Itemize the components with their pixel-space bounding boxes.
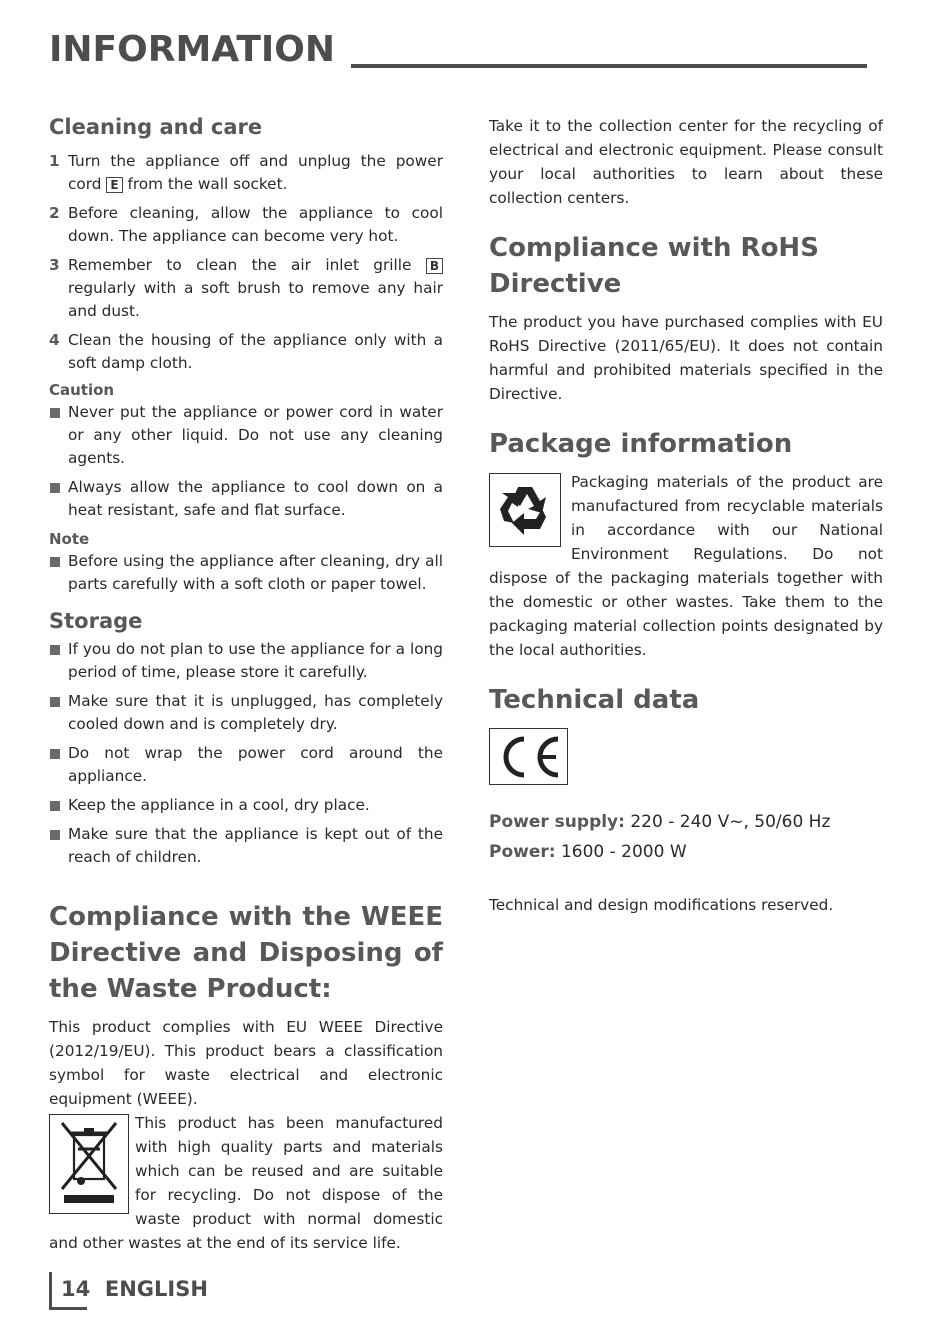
storage-item bbox=[49, 690, 443, 736]
caution-item bbox=[49, 476, 443, 522]
bullet-square-icon bbox=[50, 645, 60, 655]
component-key-e: E bbox=[106, 177, 122, 193]
storage-text: Do not wrap the power cord around the appliance. bbox=[68, 744, 443, 785]
weee-paragraph-2: This product has been manufactured with high quality parts and materials which can be reused and are suitable for recycling. Do not dispose of the waste product with normal domestic and other wastes at the end of its service life. bbox=[49, 1114, 443, 1252]
step-number: 2 bbox=[49, 204, 60, 222]
cleaning-step bbox=[49, 254, 443, 323]
bullet-square-icon bbox=[50, 483, 60, 493]
modifications-note: Technical and design modifications reserved. bbox=[489, 896, 834, 914]
weee-heading: Compliance with the WEEE Directive and Disposing of the Waste Product: bbox=[49, 902, 443, 1004]
weee-paragraph: This product complies with EU WEEE Directive (2012/19/EU). This product bears a classification symbol for waste electrical and electronic equipment (WEEE). bbox=[49, 1018, 443, 1108]
note-list bbox=[49, 550, 443, 596]
footer-text bbox=[61, 1275, 208, 1303]
caution-text: Always allow the appliance to cool down on a heat resistant, safe and flat surface. bbox=[68, 478, 443, 519]
bullet-square-icon bbox=[50, 749, 60, 759]
step-text: from the wall socket. bbox=[122, 175, 288, 193]
storage-item bbox=[49, 823, 443, 869]
power-label: Power: bbox=[489, 842, 556, 862]
page-footer bbox=[49, 1272, 209, 1310]
component-key-b: B bbox=[426, 258, 443, 274]
package-heading: Package information bbox=[489, 429, 793, 459]
storage-item bbox=[49, 794, 443, 817]
step-text: Remember to clean the air inlet grille bbox=[68, 256, 426, 274]
caution-list bbox=[49, 401, 443, 522]
power-supply-spec bbox=[489, 807, 883, 837]
cleaning-step bbox=[49, 202, 443, 248]
package-paragraph: Packaging materials of the product are manufactured from recyclable materials in accordance with our National Environment Regulations. Do not dispose of the packaging materials together with the domestic or other wastes. Take them to the packaging material collection points designated by the local authorities. bbox=[489, 473, 883, 659]
power-supply-label: Power supply: bbox=[489, 812, 625, 832]
step-text: Turn the appliance off and unplug the power cord bbox=[68, 152, 443, 193]
footer-vertical-rule bbox=[49, 1272, 52, 1310]
step-text: Before cleaning, allow the appliance to cool down. The appliance can become very hot. bbox=[68, 204, 443, 245]
bullet-square-icon bbox=[50, 830, 60, 840]
recycling-icon bbox=[489, 473, 561, 547]
step-text: regularly with a soft brush to remove any hair and dust. bbox=[68, 279, 443, 320]
page-title: INFORMATION bbox=[49, 28, 351, 72]
technical-heading: Technical data bbox=[489, 685, 700, 715]
cleaning-step bbox=[49, 329, 443, 375]
step-number: 1 bbox=[49, 152, 60, 170]
caution-label: Caution bbox=[49, 381, 115, 399]
caution-item bbox=[49, 401, 443, 470]
page-number: 14 bbox=[61, 1277, 91, 1301]
power-supply-value: 220 - 240 V~, 50/60 Hz bbox=[624, 812, 831, 832]
bullet-square-icon bbox=[50, 557, 60, 567]
storage-text: Make sure that it is unplugged, has completely cooled down and is completely dry. bbox=[68, 692, 443, 733]
storage-text: Make sure that the appliance is kept out of the reach of children. bbox=[68, 825, 443, 866]
bullet-square-icon bbox=[50, 697, 60, 707]
footer-horizontal-rule bbox=[49, 1307, 87, 1310]
note-label: Note bbox=[49, 530, 90, 548]
step-number: 3 bbox=[49, 256, 60, 274]
cleaning-steps bbox=[49, 150, 443, 375]
ce-mark-icon bbox=[489, 728, 568, 785]
package-block bbox=[489, 470, 883, 662]
storage-item bbox=[49, 742, 443, 788]
caution-text: Never put the appliance or power cord in water or any other liquid. Do not use any cleaning agents. bbox=[68, 403, 443, 467]
step-text: Clean the housing of the appliance only with a soft damp cloth. bbox=[68, 331, 443, 372]
storage-item bbox=[49, 638, 443, 684]
page-header bbox=[49, 28, 867, 72]
power-spec bbox=[489, 837, 883, 867]
right-column bbox=[489, 114, 883, 917]
left-column bbox=[49, 112, 443, 1255]
rohs-paragraph: The product you have purchased complies with EU RoHS Directive (2011/65/EU). It does not contain harmful and prohibited materials specified in the Directive. bbox=[489, 313, 883, 403]
footer-language: ENGLISH bbox=[104, 1277, 208, 1301]
note-item bbox=[49, 550, 443, 596]
cleaning-heading: Cleaning and care bbox=[49, 115, 263, 139]
cleaning-step bbox=[49, 150, 443, 196]
bullet-square-icon bbox=[50, 408, 60, 418]
collection-paragraph: Take it to the collection center for the recycling of electrical and electronic equipment. Please consult your local authorities to learn about these collection centers. bbox=[489, 117, 883, 207]
bullet-square-icon bbox=[50, 801, 60, 811]
step-number: 4 bbox=[49, 331, 60, 349]
power-value: 1600 - 2000 W bbox=[555, 842, 687, 862]
storage-text: If you do not plan to use the appliance for a long period of time, please store it carefully. bbox=[68, 640, 443, 681]
rohs-heading: Compliance with RoHS Directive bbox=[489, 233, 819, 299]
storage-text: Keep the appliance in a cool, dry place. bbox=[68, 796, 370, 814]
storage-heading: Storage bbox=[49, 609, 143, 633]
storage-list bbox=[49, 638, 443, 869]
weee-block bbox=[49, 1111, 443, 1255]
note-text: Before using the appliance after cleaning, dry all parts carefully with a soft cloth or paper towel. bbox=[68, 552, 443, 593]
crossed-bin-icon bbox=[49, 1114, 129, 1214]
